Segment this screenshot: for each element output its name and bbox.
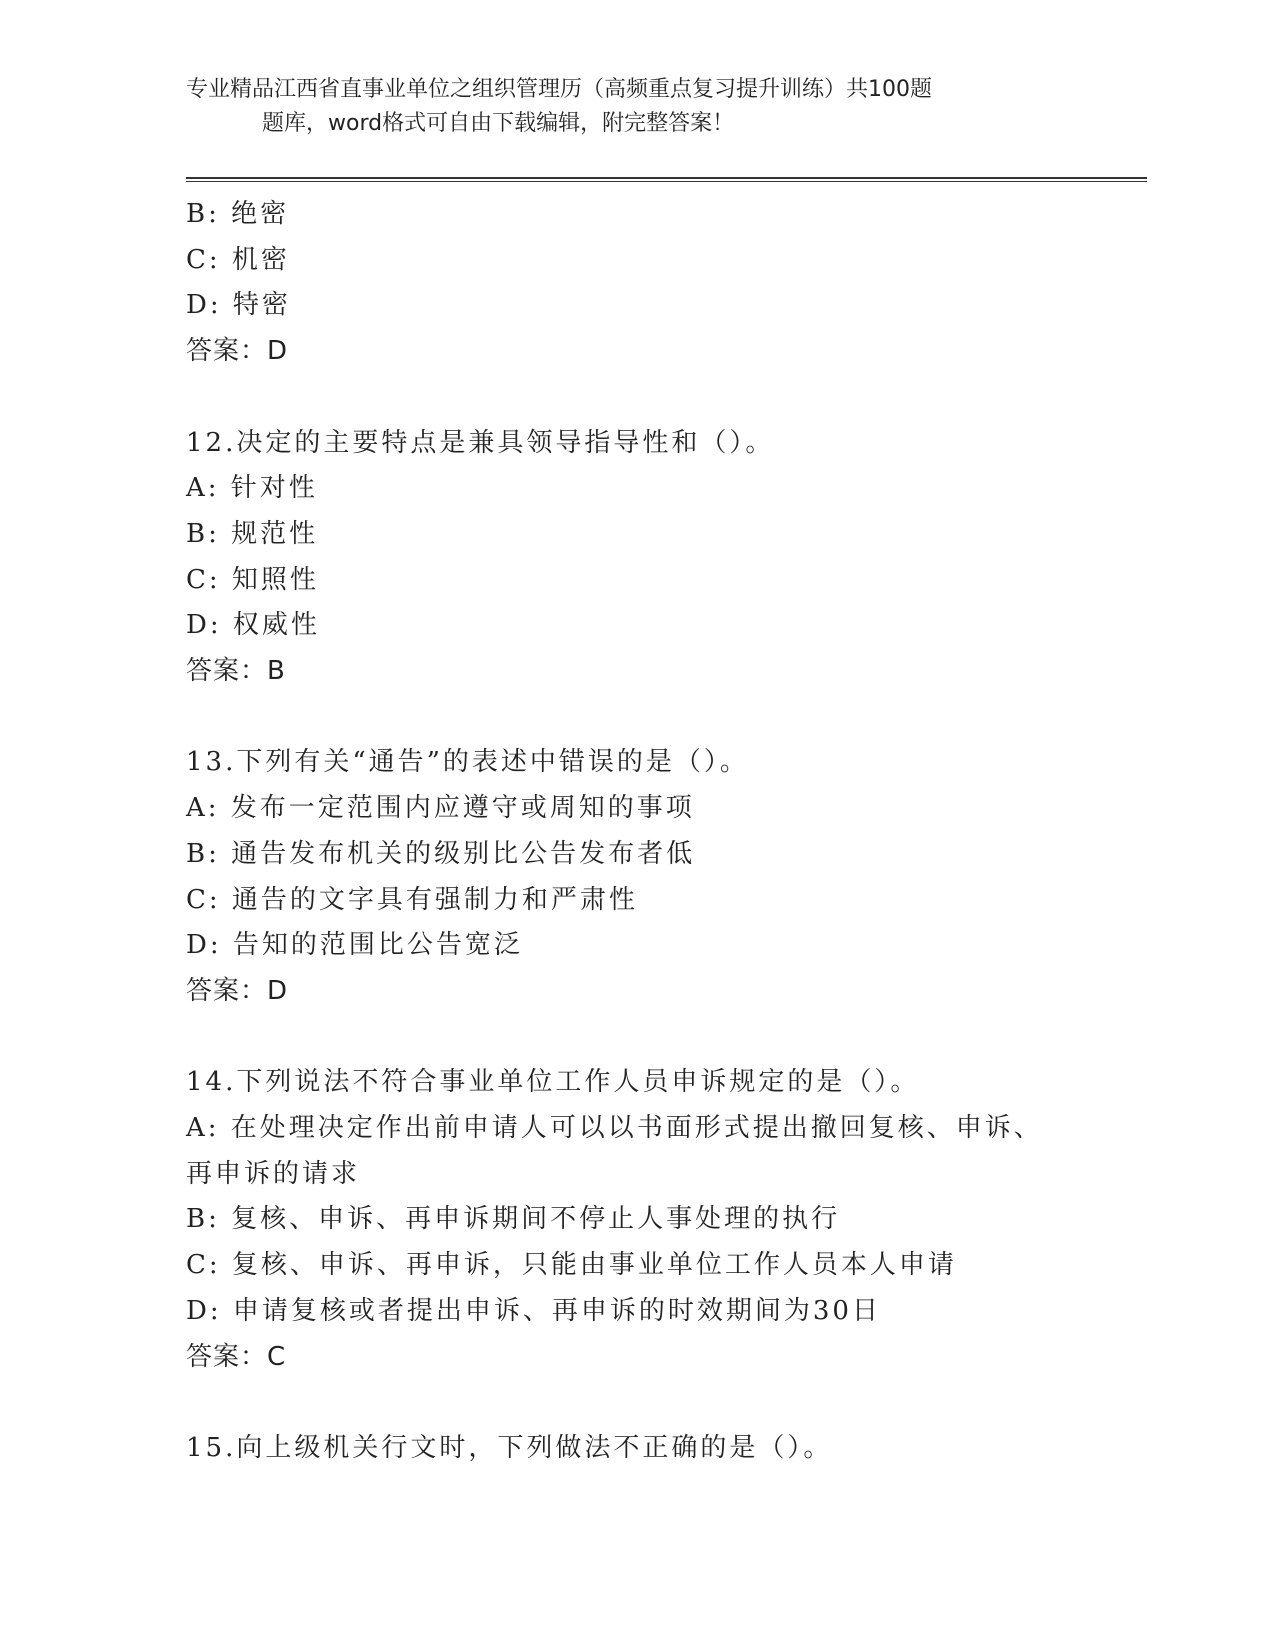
option-d: D: 告知的范围比公告宽泛 [186, 930, 523, 961]
question-stem: 14.下列说法不符合事业单位工作人员申诉规定的是（）。 [186, 1067, 920, 1098]
header-title-line-2: 题库，word格式可自由下载编辑，附完整答案！ [262, 111, 735, 136]
answer-line: 答案：B [186, 656, 286, 687]
answer-line: 答案：C [186, 1341, 287, 1372]
question-list [186, 192, 1086, 1472]
option-b: B: 通告发布机关的级别比公告发布者低 [186, 838, 696, 869]
question-stem: 15.向上级机关行文时，下列做法不正确的是（）。 [186, 1432, 833, 1463]
option-b: B: 绝密 [186, 199, 290, 229]
question-11 [186, 192, 1086, 375]
question-13 [186, 740, 1086, 1014]
option-b: B: 规范性 [186, 518, 319, 549]
option-a: A: 在处理决定作出前申请人可以以书面形式提出撤回复核、申诉、再申诉的请求 [186, 1113, 1043, 1189]
question-stem: 12.决定的主要特点是兼具领导指导性和（）。 [186, 427, 775, 458]
document-header [186, 73, 1046, 141]
option-d: D: 权威性 [186, 610, 320, 641]
question-15 [186, 1426, 1086, 1472]
question-12 [186, 421, 1086, 695]
option-a: A: 发布一定范围内应遵守或周知的事项 [186, 793, 695, 824]
question-14 [186, 1060, 1086, 1380]
option-c: C: 通告的文字具有强制力和严肃性 [186, 884, 638, 915]
option-a: A: 针对性 [186, 473, 318, 504]
answer-line: 答案：D [186, 975, 289, 1006]
option-c: C: 复核、申诉、再申诉，只能由事业单位工作人员本人申请 [186, 1250, 957, 1281]
option-c: C: 知照性 [186, 564, 319, 595]
option-c: C: 机密 [186, 244, 290, 275]
header-rule-thin [186, 181, 1147, 182]
question-stem: 13.下列有关“通告”的表述中错误的是（）。 [186, 747, 749, 778]
answer-line: 答案：D [186, 336, 289, 367]
option-d: D: 申请复核或者提出申诉、再申诉的时效期间为30日 [186, 1295, 881, 1326]
option-b: B: 复核、申诉、再申诉期间不停止人事处理的执行 [186, 1204, 841, 1235]
header-title-line-1: 专业精品江西省直事业单位之组织管理历（高频重点复习提升训练）共100题 [186, 77, 932, 102]
header-rule-thick [186, 177, 1147, 179]
option-d: D: 特密 [186, 290, 291, 321]
